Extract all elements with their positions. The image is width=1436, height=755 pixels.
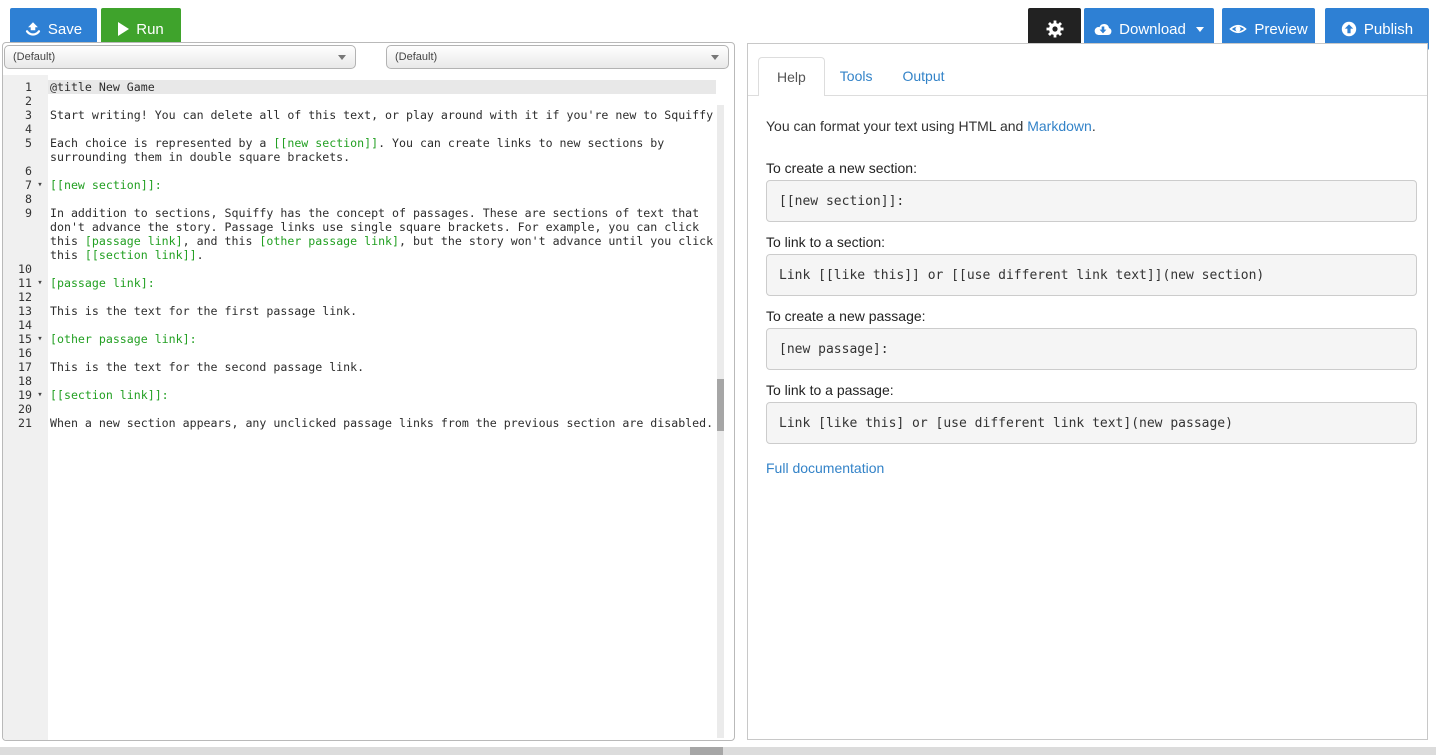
intro-period: . [1091,118,1096,134]
line-text: [other passage link]: [50,332,197,346]
fold-spacer [32,248,48,262]
line-text [48,346,716,360]
fold-arrow-icon[interactable]: ▾ [37,278,43,288]
editor-row[interactable] [3,234,716,248]
line-number: 19 [18,388,32,402]
line-number: 18 [18,374,32,388]
section-dropdown[interactable] [4,45,356,69]
fold-spacer [32,150,48,164]
passage-dropdown[interactable] [386,45,729,69]
line-text [48,290,716,304]
preview-button-label: Preview [1254,20,1308,38]
dropdown-caret-icon [338,55,346,60]
editor-row[interactable] [3,276,716,290]
publish-button-label: Publish [1363,20,1414,38]
line-number: 16 [18,346,32,360]
editor-row[interactable] [3,80,716,94]
section-dropdown-value: (Default) [13,51,56,63]
fold-spacer [32,416,48,430]
editor-rows [3,80,716,430]
line-number: 4 [25,122,32,136]
fold-spacer [32,402,48,416]
fold-spacer [32,122,48,136]
cloud-download-icon [1094,22,1112,36]
line-number: 3 [25,108,32,122]
line-number: 7 [25,178,32,192]
line-number: 6 [25,164,32,178]
editor-row[interactable] [3,416,716,430]
editor-scrollbar[interactable] [717,105,724,738]
save-button-label: Save [47,20,83,38]
editor-row[interactable] [3,122,716,136]
editor-row[interactable] [3,318,716,332]
intro-text: You can format your text using HTML and [766,118,1028,134]
fold-arrow-icon[interactable]: ▾ [37,390,43,400]
fold-spacer [32,206,48,220]
line-number: 20 [18,402,32,416]
line-number [3,248,32,262]
editor-row[interactable] [3,220,716,234]
fold-spacer [32,220,48,234]
help-section-heading: To link to a passage: [766,382,894,398]
editor-row[interactable] [3,388,716,402]
horizontal-scrollbar[interactable] [0,747,1436,755]
editor-scrollbar-thumb[interactable] [717,379,724,431]
editor-row[interactable] [3,248,716,262]
line-text [48,318,716,332]
help-content [748,96,1427,478]
line-text: In addition to sections, Squiffy has the concept of passages. These are sections of text that [50,206,700,220]
editor-pane [2,42,735,741]
editor-row[interactable] [3,332,716,346]
line-text [48,402,716,416]
editor-row[interactable] [3,150,716,164]
fold-spacer [32,192,48,206]
line-text [48,94,716,108]
fold-spacer [32,80,48,94]
download-button-label: Download [1119,20,1186,38]
editor-row[interactable] [3,206,716,220]
line-text [48,122,716,136]
help-section-heading: To create a new section: [766,160,917,176]
line-number: 11 [18,276,32,290]
eye-icon [1229,22,1247,36]
markdown-link[interactable]: Markdown [1027,118,1092,134]
line-text: When a new section appears, any unclicked passage links from the previous section are disabled. [50,416,714,430]
line-number: 10 [18,262,32,276]
line-text: This is the text for the first passage link. [50,304,358,318]
line-text: don't advance the story. Passage links use single square brackets. For example, you can click [50,220,700,234]
line-text [48,164,716,178]
editor-row[interactable] [3,360,716,374]
fold-spacer [32,374,48,388]
line-number: 5 [25,136,32,150]
help-code-block: Link [like this] or [use different link text](new passage) [766,402,1417,444]
editor-row[interactable] [3,178,716,192]
fold-arrow-icon[interactable]: ▾ [37,180,43,190]
editor-row[interactable] [3,402,716,416]
line-number [3,150,32,164]
full-documentation-link[interactable]: Full documentation [766,460,885,476]
editor-row[interactable] [3,192,716,206]
fold-spacer [32,234,48,248]
horizontal-scrollbar-thumb[interactable] [690,747,723,755]
line-text: [[new section]]: [50,178,162,192]
fold-spacer [32,94,48,108]
line-text: this [passage link], and this [other passage link], but the story won't advance until you click [50,234,714,248]
line-text: Start writing! You can delete all of this text, or play around with it if you're new to Squiffy [50,108,714,122]
help-tab-bar [748,44,1427,96]
fold-spacer [32,108,48,122]
line-text [48,192,716,206]
gear-icon [1045,19,1065,39]
arrow-up-circle-icon [1341,21,1357,37]
editor-row[interactable] [3,346,716,360]
passage-dropdown-value: (Default) [395,51,438,63]
line-number: 21 [18,416,32,430]
line-text [48,374,716,388]
editor-row[interactable] [3,304,716,318]
fold-spacer [32,164,48,178]
line-text [48,262,716,276]
line-number: 2 [25,94,32,108]
help-code-block: Link [[like this]] or [[use different link text]](new section) [766,254,1417,296]
line-number [3,220,32,234]
editor-row[interactable] [3,262,716,276]
fold-arrow-icon[interactable]: ▾ [37,334,43,344]
editor-row[interactable] [3,94,716,108]
line-text: [[section link]]: [50,388,169,402]
fold-spacer [32,318,48,332]
line-number: 15 [18,332,32,346]
line-number: 14 [18,318,32,332]
fold-spacer [32,262,48,276]
line-number [3,234,32,248]
line-text: [passage link]: [50,276,155,290]
line-number: 13 [18,304,32,318]
line-text: This is the text for the second passage link. [50,360,365,374]
tab-output[interactable]: Output [902,68,945,84]
help-section-heading: To create a new passage: [766,308,926,324]
line-number: 17 [18,360,32,374]
help-section-heading: To link to a section: [766,234,886,250]
line-number: 8 [25,192,32,206]
line-text: Each choice is represented by a [[new section]]. You can create links to new sections by [50,136,665,150]
line-number: 1 [25,80,32,94]
fold-spacer [32,360,48,374]
fold-spacer [32,290,48,304]
dropdown-caret-icon [711,55,719,60]
play-icon [118,22,129,36]
line-text: surrounding them in double square brackets. [50,150,351,164]
tab-tools[interactable]: Tools [839,68,873,84]
line-number: 12 [18,290,32,304]
fold-spacer [32,136,48,150]
editor-row[interactable] [3,136,716,150]
line-text: @title New Game [48,80,716,94]
editor-row[interactable] [3,374,716,388]
upload-icon [25,21,41,37]
fold-spacer [32,346,48,360]
run-button-label: Run [136,20,164,38]
help-code-block: [new passage]: [766,328,1417,370]
editor-row[interactable] [3,164,716,178]
help-code-block: [[new section]]: [766,180,1417,222]
code-editor[interactable] [3,75,734,740]
editor-row[interactable] [3,108,716,122]
tab-help[interactable]: Help [758,57,825,96]
fold-spacer [32,304,48,318]
chevron-down-icon [1196,27,1204,32]
line-text: this [[section link]]. [50,248,204,262]
line-number: 9 [25,206,32,220]
format-intro [766,118,1417,134]
help-panel [747,43,1428,740]
editor-row[interactable] [3,290,716,304]
